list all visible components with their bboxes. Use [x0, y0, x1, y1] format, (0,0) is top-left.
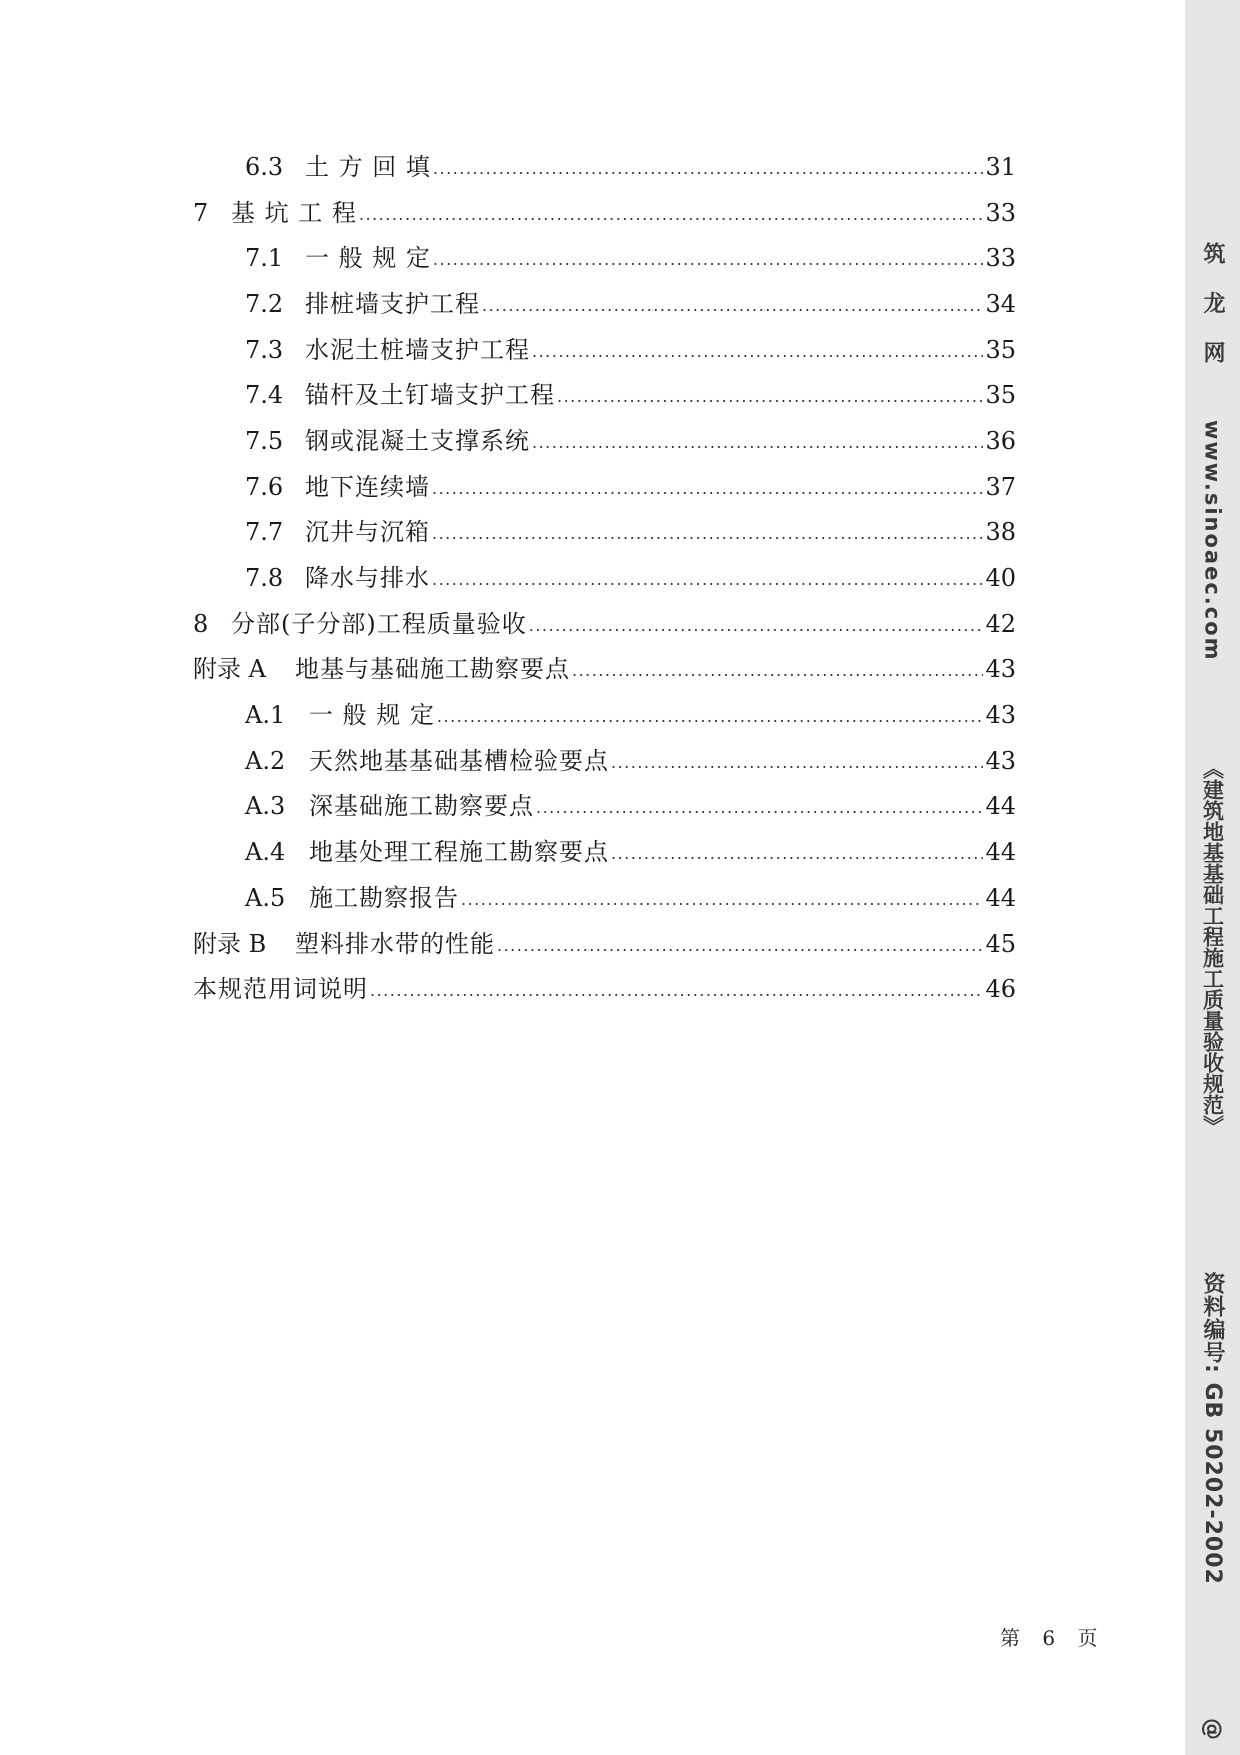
toc-leader-dots	[432, 475, 983, 499]
toc-entry-page: 36	[985, 426, 1016, 455]
toc-leader-dots	[536, 794, 983, 818]
toc-entry[interactable]	[193, 647, 1016, 693]
toc-entry-number: 7.1	[245, 244, 284, 273]
toc-entry[interactable]	[193, 692, 1016, 738]
toc-entry[interactable]	[193, 510, 1016, 556]
toc-entry-title: 地基处理工程施工勘察要点	[309, 838, 609, 867]
toc-entry[interactable]	[193, 281, 1016, 327]
toc-entry[interactable]	[193, 784, 1016, 830]
toc-entry-title: 基 坑 工 程	[231, 198, 357, 227]
toc-leader-dots	[482, 292, 983, 316]
toc-leader-dots	[359, 201, 984, 225]
toc-entry-number: A.5	[245, 883, 286, 912]
toc-entry-page: 38	[985, 518, 1016, 547]
toc-entry-page: 44	[985, 838, 1016, 867]
toc-entry-title: 水泥土桩墙支护工程	[305, 335, 530, 364]
toc-leader-dots	[611, 749, 983, 773]
toc-entry-page: 42	[985, 609, 1016, 638]
toc-entry-number: 附录 A	[193, 655, 266, 684]
sidebar-document-title: 《建筑地基基础工程施工质量验收规范》	[1200, 758, 1225, 1136]
toc-entry-number: A.4	[245, 838, 286, 867]
toc-entry-number: 7.6	[245, 472, 284, 501]
toc-leader-dots	[532, 338, 983, 362]
toc-entry[interactable]	[193, 327, 1016, 373]
page-number-footer: 第 6 页	[1000, 1626, 1106, 1650]
toc-entry-title: 塑料排水带的性能	[295, 929, 495, 958]
toc-entry-title: 地基与基础施工勘察要点	[295, 655, 570, 684]
toc-entry-number: 附录 B	[193, 929, 267, 958]
toc-entry-page: 37	[985, 472, 1016, 501]
toc-leader-dots	[370, 977, 983, 1001]
toc-entry-number: 8	[193, 609, 209, 638]
toc-entry[interactable]	[193, 601, 1016, 647]
toc-entry-page: 31	[985, 152, 1016, 181]
toc-entry-title: 一 般 规 定	[309, 701, 435, 730]
toc-leader-dots	[532, 429, 983, 453]
toc-entry-title: 深基础施工勘察要点	[309, 792, 534, 821]
toc-entry-page: 33	[985, 244, 1016, 273]
toc-entry-number: 7.7	[245, 518, 284, 547]
toc-leader-dots	[611, 840, 983, 864]
toc-leader-dots	[433, 155, 984, 179]
toc-leader-dots	[572, 657, 983, 681]
toc-leader-dots	[529, 612, 984, 636]
toc-entry-page: 35	[985, 381, 1016, 410]
toc-entry[interactable]	[193, 190, 1016, 236]
toc-entry-title: 地下连续墙	[305, 472, 430, 501]
toc-leader-dots	[432, 566, 983, 590]
toc-entry[interactable]	[193, 921, 1016, 967]
toc-entry-page: 34	[985, 289, 1016, 318]
toc-entry-page: 43	[985, 655, 1016, 684]
sidebar-at-symbol: @	[1200, 1718, 1225, 1740]
toc-entry-page: 43	[985, 746, 1016, 775]
toc-entry-number: A.1	[245, 701, 286, 730]
watermark-sidebar	[1185, 0, 1240, 1755]
toc-leader-dots	[432, 520, 983, 544]
toc-entry[interactable]	[193, 829, 1016, 875]
toc-entry-title: 天然地基基础基槽检验要点	[309, 746, 609, 775]
toc-entry[interactable]	[193, 144, 1016, 190]
toc-entry-page: 44	[985, 792, 1016, 821]
toc-entry[interactable]	[193, 418, 1016, 464]
toc-entry[interactable]	[193, 966, 1016, 1012]
toc-entry-page: 43	[985, 701, 1016, 730]
toc-entry-title: 分部(子分部)工程质量验收	[231, 609, 527, 638]
toc-entry-page: 44	[985, 883, 1016, 912]
toc-leader-dots	[461, 886, 983, 910]
sidebar-brand: 筑 龙 网	[1200, 242, 1225, 374]
toc-entry-page: 40	[985, 564, 1016, 593]
toc-entry-title: 钢或混凝土支撑系统	[305, 426, 530, 455]
toc-entry[interactable]	[193, 235, 1016, 281]
toc-entry-title: 沉井与沉箱	[305, 518, 430, 547]
toc-entry-number: 7.2	[245, 289, 284, 318]
toc-entry[interactable]	[193, 464, 1016, 510]
toc-entry-number: 7.5	[245, 426, 284, 455]
toc-entry-page: 46	[985, 975, 1016, 1004]
toc-entry-title: 降水与排水	[305, 564, 430, 593]
toc-leader-dots	[497, 932, 983, 956]
toc-entry[interactable]	[193, 875, 1016, 921]
sidebar-document-code: 资料编号: GB 50202-2002	[1200, 1272, 1225, 1585]
toc-entry[interactable]	[193, 555, 1016, 601]
toc-entry-number: 6.3	[245, 152, 284, 181]
toc-entry-page: 33	[985, 198, 1016, 227]
toc-entry-title: 锚杆及土钉墙支护工程	[305, 381, 555, 410]
toc-entry-page: 35	[985, 335, 1016, 364]
toc-entry-number: 7	[193, 198, 209, 227]
sidebar-url: www.sinoaec.com	[1200, 420, 1225, 662]
toc-entry[interactable]	[193, 738, 1016, 784]
table-of-contents	[193, 144, 1016, 1012]
toc-entry-number: A.2	[245, 746, 286, 775]
toc-entry-title: 施工勘察报告	[309, 883, 459, 912]
toc-leader-dots	[557, 383, 983, 407]
toc-leader-dots	[433, 246, 984, 270]
toc-leader-dots	[437, 703, 984, 727]
toc-entry-page: 45	[985, 929, 1016, 958]
toc-entry-title: 排桩墙支护工程	[305, 289, 480, 318]
toc-entry-number: A.3	[245, 792, 286, 821]
toc-entry[interactable]	[193, 372, 1016, 418]
toc-entry-number: 7.4	[245, 381, 284, 410]
toc-entry-number: 7.8	[245, 564, 284, 593]
toc-entry-title: 一 般 规 定	[305, 244, 431, 273]
toc-entry-title: 土 方 回 填	[305, 152, 431, 181]
toc-entry-number: 7.3	[245, 335, 284, 364]
toc-entry-title: 本规范用词说明	[193, 975, 368, 1004]
